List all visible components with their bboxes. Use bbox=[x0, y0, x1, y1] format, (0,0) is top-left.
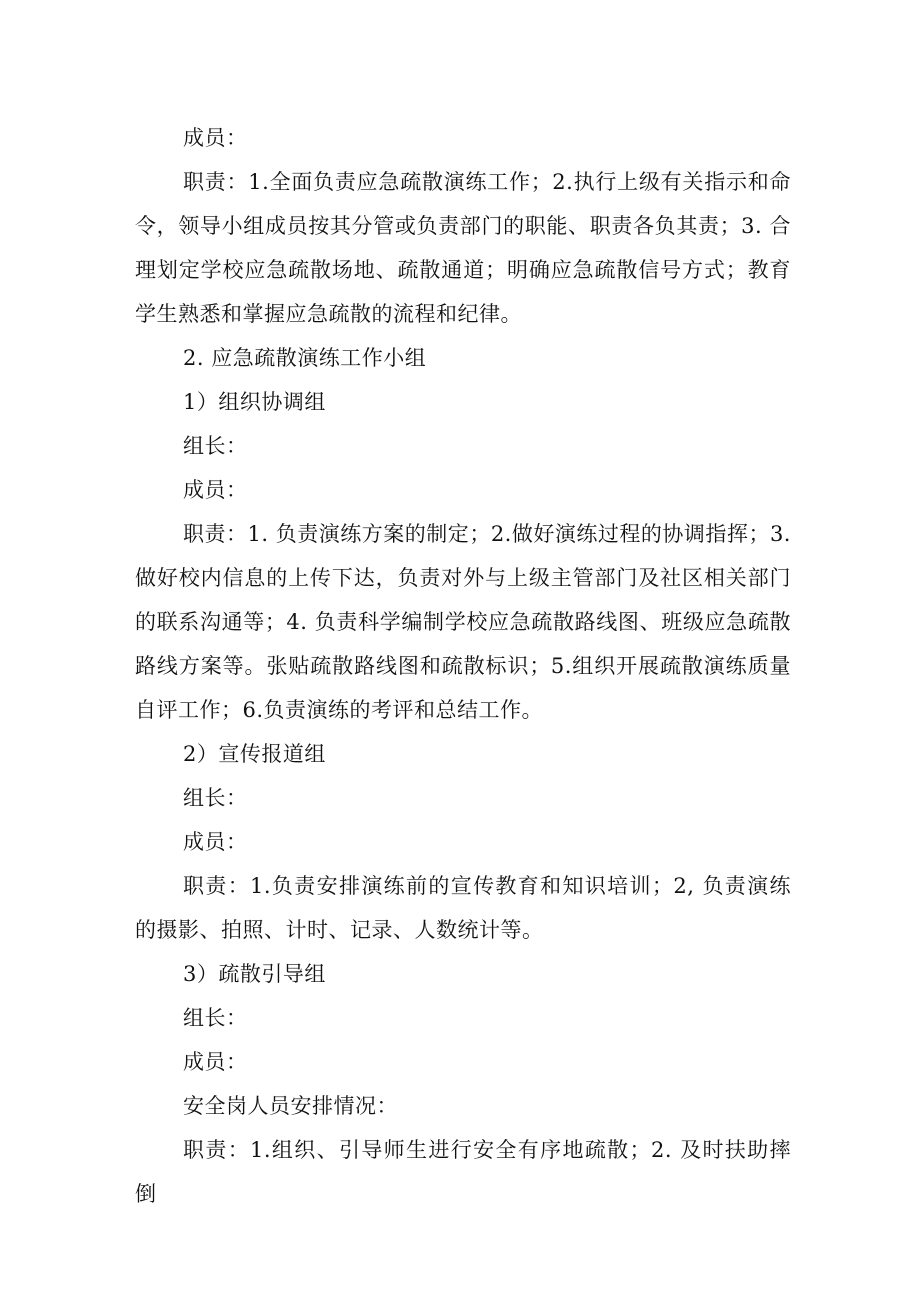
paragraph-leader-coordination: 组长： bbox=[183, 434, 248, 458]
paragraph-duties-leadership: 职责：1.全面负责应急疏散演练工作；2.执行上级有关指示和命令，领导小组成员按其分管或负责部门的职能、职责各负其责；3. 合理划定学校应急疏散场地、疏散通道；明确应急疏散信号方式；教育学生熟悉和掌握应急疏散的流程和纪律。 bbox=[135, 170, 791, 326]
paragraph-duties-publicity: 职责：1.负责安排演练前的宣传教育和知识培训；2, 负责演练的摄影、拍照、计时、记录、人数统计等。 bbox=[135, 874, 791, 942]
document-body bbox=[135, 116, 791, 1216]
paragraph-members-leadership: 成员： bbox=[183, 126, 248, 150]
paragraph-leader-evacuation: 组长： bbox=[183, 1006, 248, 1030]
paragraph-members-coordination: 成员： bbox=[183, 478, 248, 502]
paragraph-duties-evacuation: 职责：1.组织、引导师生进行安全有序地疏散；2. 及时扶助摔倒 bbox=[135, 1138, 791, 1206]
subheading-publicity-group: 2）宣传报道组 bbox=[183, 742, 326, 766]
paragraph-safety-post-arrangement: 安全岗人员安排情况： bbox=[183, 1094, 398, 1118]
paragraph-duties-coordination: 职责：1. 负责演练方案的制定；2.做好演练过程的协调指挥；3. 做好校内信息的上传下达，负责对外与上级主管部门及社区相关部门的联系沟通等；4. 负责科学编制学校应急疏散路线图、班级应急疏散路线方案等。张贴疏散路线图和疏散标识；5.组织开展疏散演练质量自评工作；6.负责演练的考评和总结工作。 bbox=[135, 522, 791, 722]
subheading-coordination-group: 1）组织协调组 bbox=[183, 390, 326, 414]
section-heading-work-groups: 2. 应急疏散演练工作小组 bbox=[183, 346, 427, 370]
subheading-evacuation-guide-group: 3）疏散引导组 bbox=[183, 962, 326, 986]
paragraph-leader-publicity: 组长： bbox=[183, 786, 248, 810]
paragraph-members-publicity: 成员： bbox=[183, 830, 248, 854]
paragraph-members-evacuation: 成员： bbox=[183, 1050, 248, 1074]
